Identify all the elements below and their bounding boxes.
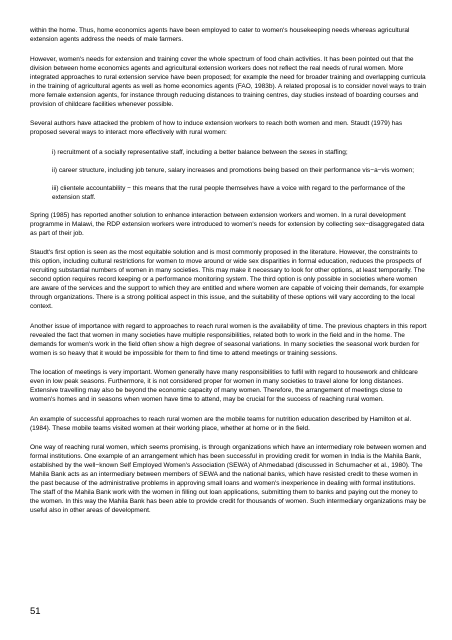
list-item: iii) clientele accountability − this means that the rural people themselves have a voice with regard to the performance of the extension staff. (52, 184, 406, 201)
paragraph: An example of successful approaches to reach rural women are the mobile teams for nutrition education described by Hamilton et al. (1984). These mobile teams visited women at their working place, whether at home or in the field. (30, 415, 412, 432)
paragraph: The location of meetings is very important. Women generally have many responsibilities to fulfil with regard to housework and childcare even in low peak seasons. Furthermore, it is not considered proper for women in many societies to travel alone for long distances. Extensive travelling may also be beyond the economic capacity of many women. Therefore, the arrangement of meetings close to women's homes and in seasons when women have time to attend, may be crucial for the success of reaching rural women. (30, 369, 418, 403)
paragraph: Another issue of importance with regard to approaches to reach rural women is the availability of time. The previous chapters in this report revealed the fact that women in many societies have multiple responsibilities, related both to work in the field and in the home. The demands for women's work in the field often show a high degree of seasonal variations. In many societies the seasonal work burden for women is so heavy that it would be impossible for them to find time to attend meetings or training sessions. (30, 322, 427, 357)
list-item: ii) career structure, including job tenure, salary increases and promotions being based on their performance vis−a−vis women; (52, 166, 415, 174)
page-body (30, 26, 428, 526)
paragraph: However, women's needs for extension and training cover the whole spectrum of food chain activities. It has been pointed out that the division between home economics agents and agricultural extension workers does not reflect the real needs of rural women. More integrated approaches to rural extension service have been proposed; for example the need for broader training and overlapping curricula in the training of agricultural agents as well as home economics agents (FAO, 1983b). A related proposal is to consider novel ways to train more female extension agents, for instance through reducing distances to training centres, day studies instead of boarding courses and provision of childcare facilities whenever possible. (30, 55, 426, 108)
paragraph: Staudt's first option is seen as the most equitable solution and is most commonly proposed in the literature. However, the constraints to this option, including cultural restrictions for women to move around or wide sex disparities in formal education, reduces the prospects of recruiting substantial numbers of women in many societies. This may make it necessary to look for other options, at least temporarily. The second option requires record keeping or a performance monitoring system. The third option is only possible in societies where women are aware of the services and the support to which they are entitled and where women are capable of voicing their demands, for example through organizations. There is a strong political aspect in this issue, and the suitability of these options will vary according to the local context. (30, 249, 425, 310)
paragraph: Spring (1985) has reported another solution to enhance interaction between extension workers and women. In a rural development programme in Malawi, the RDP extension workers were introduced to women's needs for extension by collecting sex−disaggregated data as part of their job. (30, 211, 425, 237)
paragraph: Several authors have attacked the problem of how to induce extension workers to reach both women and men. Staudt (1979) has proposed several ways to interact more effectively with rural women: (30, 120, 403, 136)
paragraph: within the home. Thus, home economics agents have been employed to cater to women's housekeeping needs whereas agricultural extension agents address the needs of male farmers. (30, 27, 410, 43)
page-number: 51 (30, 606, 41, 617)
option-list (30, 148, 428, 202)
paragraph: One way of reaching rural women, which seems promising, is through organizations which have an intermediary role between women and formal institutions. One example of an arrangement which has been successful in providing credit for women in India is the Mahila Bank, established by the well−known Self Employed Women's Association (SEWA) of Ahmedabad (discussed in Schumacher et al., 1980). The Mahila Bank acts as an intermediary between members of SEWA and the national banks, which have resisted credit to these women in the past because of the administrative problems in approving small loans and women's inexperience in dealing with formal institutions. The staff of the Mahila Bank work with the women in filling out loan applications, submitting them to banks and paying out the money to the women. In this way the Mahila Bank has been able to provide credit for thousands of women. Such intermediary organizations may be useful also in other areas of development. (30, 444, 427, 514)
list-item: i) recruitment of a socially representative staff, including a better balance between the sexes in staffing; (52, 148, 348, 156)
